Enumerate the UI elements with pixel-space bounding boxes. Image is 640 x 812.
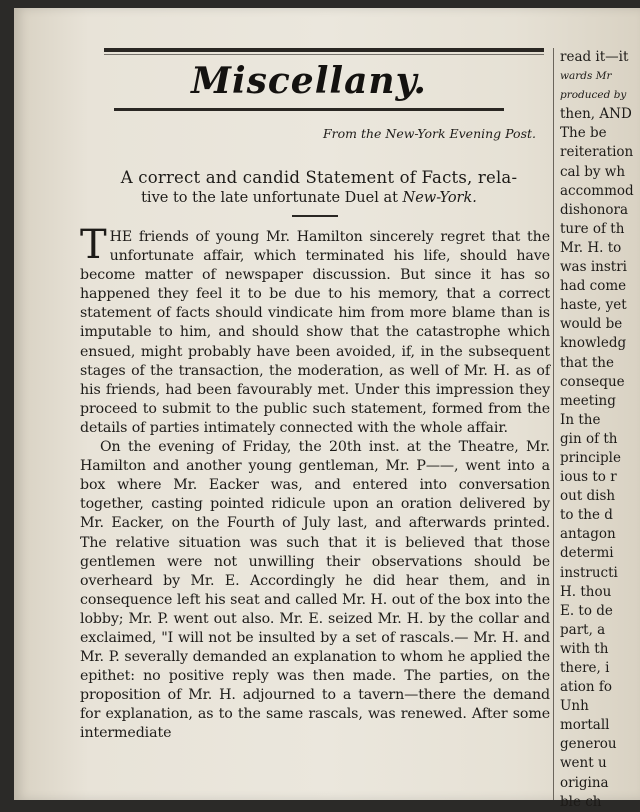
adjacent-column-line: principle (560, 449, 621, 466)
article-title-line1: A correct and candid Statement of Facts, rela- (120, 168, 518, 187)
top-rule (104, 48, 544, 52)
heading-underline (114, 108, 504, 111)
adjacent-column-line: ious to r (560, 469, 617, 486)
adjacent-column-line: In the (560, 411, 601, 428)
adjacent-column-line: knowledg (560, 335, 627, 352)
adjacent-column-line: gin of th (560, 430, 618, 447)
adjacent-column-line: that the (560, 354, 614, 371)
title-prefix: tive to the late unfortunate Duel at (141, 190, 403, 206)
adjacent-column-line: dishonora (560, 201, 629, 218)
adjacent-column-line: wards Mr (560, 70, 612, 83)
adjacent-column-line: Unh (560, 698, 589, 715)
adjacent-column-line: read it—it (560, 49, 629, 65)
adjacent-column-line: then, AND (560, 106, 632, 123)
adjacent-column-line: ble ch (560, 793, 602, 810)
adjacent-column-line: E. to de (560, 602, 613, 619)
top-rule-thin (104, 54, 544, 55)
adjacent-column-line: with th (560, 640, 609, 657)
adjacent-column-line: H. thou (560, 583, 612, 600)
adjacent-column-line: accommod (560, 182, 634, 199)
adjacent-column-line: ation fo (560, 679, 613, 696)
adjacent-column (560, 8, 640, 810)
drop-cap: T (80, 222, 107, 268)
column-rule (553, 48, 554, 800)
adjacent-column-line: there, i (560, 660, 610, 676)
adjacent-column-line: Mr. H. to (560, 239, 622, 256)
adjacent-column-line: instructi (560, 564, 618, 581)
adjacent-column-line: out dish (560, 488, 616, 505)
title-place: New-York. (402, 190, 477, 206)
adjacent-column-line: haste, yet (560, 297, 627, 314)
paragraph-1-text: HE friends of young Mr. Hamilton sincerely regret that the unfortunate affair, which terminated his life, should have become matter of newspaper discussion. But since it has so happened they feel it to be due to his memory, that a correct statement of facts should vindicate him from more blame than is imputable to him, and should show that the catastrophe which ensued, might probably have been avoided, if, in the subsequent stages of the transaction, the moderation, as well of Mr. H. as of his friends, had been favourably met. Under this impression they proceed to submit to the public such statement, formed from the details of parties intimately connected with the whole affair. (80, 229, 550, 436)
adjacent-column-line: antagon (560, 526, 616, 543)
adjacent-column-line: The be (560, 125, 607, 142)
adjacent-column-line: mortall (560, 717, 610, 734)
adjacent-column-line: reiteration (560, 144, 634, 161)
source-line: From the New-York Evening Post. (322, 126, 536, 141)
adjacent-column-line: origina (560, 774, 609, 791)
adjacent-column-line: was instri (560, 259, 627, 276)
adjacent-column-line: went u (560, 755, 607, 772)
adjacent-column-line: to the d (560, 507, 613, 524)
adjacent-column-line: would be (560, 316, 623, 333)
adjacent-column-line: generou (560, 736, 617, 753)
adjacent-column-line: had come (560, 278, 627, 295)
adjacent-column-lines (560, 48, 640, 812)
title-divider (292, 215, 338, 217)
adjacent-column-line: part, a (560, 621, 606, 638)
newspaper-page (14, 8, 640, 810)
paragraph-1 (80, 222, 550, 438)
adjacent-column-line: cal by wh (560, 163, 626, 180)
paragraph-2: On the evening of Friday, the 20th inst. at the Theatre, Mr. Hamilton and another young gentleman, Mr. P——, went into a box where Mr. Eacker was, and entered into conversation together, casting pointed ridicule upon an oration delivered by Mr. Eacker, on the Fourth of July last, and afterwards printed. The relative situation was such that it is believed that those gentlemen were not unwilling their observations should be overheard by Mr. E. Accordingly he did hear them, and in consequence left his seat and called Mr. H. out of the box into the lobby; Mr. P. went out also. Mr. E. seized Mr. H. by the collar and exclaimed, "I will not be insulted by a set of rascals.— Mr. H. and Mr. P. severally demanded an explanation to whom he applied the epithet: no positive reply was then made. The parties, on the proposition of Mr. H. adjourned to a tavern—there the demand for explanation, as to the same rascals, was renewed. After some intermediate (80, 439, 550, 742)
article-title-line2 (74, 190, 544, 206)
section-heading: Miscellany. (191, 60, 427, 102)
adjacent-column-line: meeting (560, 392, 616, 409)
main-column (74, 8, 564, 800)
adjacent-column-line: produced by (560, 89, 627, 102)
article-body (80, 222, 550, 744)
adjacent-column-line: ture of th (560, 220, 625, 237)
adjacent-column-line: conseque (560, 373, 625, 390)
adjacent-column-line: determi (560, 545, 614, 562)
